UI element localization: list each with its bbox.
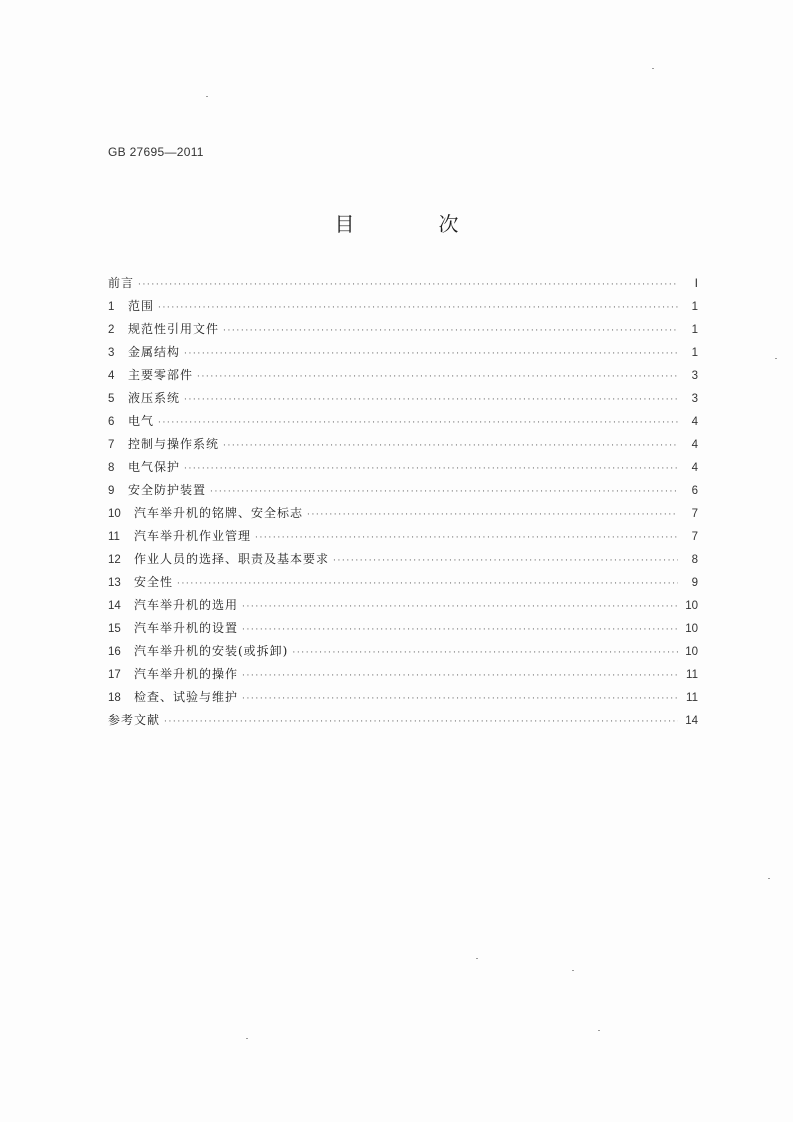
toc-entry-label: 规范性引用文件: [128, 322, 220, 336]
toc-entry-number: 13: [108, 577, 121, 589]
toc-entry-number: 5: [108, 393, 115, 405]
toc-entry-11[interactable]: [108, 525, 698, 548]
toc-entry-page: 11: [686, 692, 698, 704]
toc-leader-dots: [158, 412, 678, 435]
toc-entry-label: 检查、试验与维护: [134, 690, 239, 704]
toc-entry-page: 7: [691, 508, 698, 520]
toc-entry-label: 汽车举升机的设置: [134, 621, 239, 635]
toc-entry-page: 10: [685, 600, 698, 612]
toc-entry-number: 15: [108, 623, 121, 635]
toc-entry-number: 3: [108, 347, 115, 359]
toc-entry-page: 9: [691, 577, 698, 589]
toc-entry-page: 1: [691, 347, 698, 359]
toc-entry-label: 范围: [128, 299, 155, 313]
toc-entry-7[interactable]: [108, 433, 698, 456]
toc-entry-number: 2: [108, 324, 115, 336]
toc-leader-dots: [242, 688, 678, 711]
toc-entry-page: 7: [691, 531, 698, 543]
toc-entry-10[interactable]: [108, 502, 698, 525]
scan-speck: [598, 1030, 600, 1031]
toc-entry-page: 3: [691, 370, 698, 382]
toc-leader-dots: [138, 274, 678, 297]
toc-entry-page: 14: [685, 715, 698, 727]
toc-entry-14[interactable]: [108, 594, 698, 617]
toc-leader-dots: [255, 527, 678, 550]
toc-entry-label: 液压系统: [128, 391, 181, 405]
toc-entry-number: 4: [108, 370, 115, 382]
toc-entry-number: 9: [108, 485, 115, 497]
toc-entry-page: 6: [691, 485, 698, 497]
toc-entry-foreword[interactable]: [108, 272, 698, 295]
toc-leader-dots: [210, 481, 678, 504]
toc-leader-dots: [184, 343, 678, 366]
toc-entry-9[interactable]: [108, 479, 698, 502]
scan-speck: [206, 96, 208, 97]
scan-speck: [476, 958, 478, 959]
toc-entry-8[interactable]: [108, 456, 698, 479]
toc-entry-label: 汽车举升机的安装(或拆卸): [134, 644, 289, 658]
toc-entry-number: 17: [108, 669, 121, 681]
scan-speck: [768, 878, 770, 879]
scan-speck: [652, 68, 654, 69]
toc-entry-label: 汽车举升机作业管理: [134, 529, 252, 543]
toc-leader-dots: [184, 458, 678, 481]
toc-leader-dots: [242, 665, 678, 688]
toc-entry-15[interactable]: [108, 617, 698, 640]
toc-entry-label: 安全性: [134, 575, 174, 589]
toc-entry-12[interactable]: [108, 548, 698, 571]
toc-entry-page: 4: [691, 462, 698, 474]
toc-leader-dots: [164, 711, 678, 734]
toc-entry-page: 8: [691, 554, 698, 566]
toc-leader-dots: [184, 389, 678, 412]
scan-speck: [572, 970, 574, 971]
toc-entry-4[interactable]: [108, 364, 698, 387]
toc-entry-number: 6: [108, 416, 115, 428]
toc-entry-label: 金属结构: [128, 345, 181, 359]
toc-entry-number: 10: [108, 508, 121, 520]
toc-leader-dots: [333, 550, 678, 573]
document-code: GB 27695—2011: [108, 145, 204, 159]
toc-entry-16[interactable]: [108, 640, 698, 663]
toc-leader-dots: [307, 504, 678, 527]
toc-entry-1[interactable]: [108, 295, 698, 318]
toc-entry-label: 主要零部件: [128, 368, 194, 382]
toc-entry-13[interactable]: [108, 571, 698, 594]
toc-entry-6[interactable]: [108, 410, 698, 433]
toc-title: 目 次: [334, 212, 491, 236]
toc-entry-page: 1: [691, 324, 698, 336]
toc-entry-number: 11: [108, 531, 120, 543]
toc-leader-dots: [242, 619, 678, 642]
toc-entry-2[interactable]: [108, 318, 698, 341]
toc-entry-page: Ⅰ: [694, 278, 698, 290]
table-of-contents: [108, 272, 698, 732]
toc-entry-label: 电气: [128, 414, 155, 428]
toc-entry-page: 10: [685, 646, 698, 658]
toc-entry-number: 1: [108, 301, 115, 313]
toc-entry-number: 14: [108, 600, 121, 612]
toc-entry-18[interactable]: [108, 686, 698, 709]
toc-entry-label: 安全防护装置: [128, 483, 207, 497]
toc-entry-label: 控制与操作系统: [128, 437, 220, 451]
toc-leader-dots: [223, 320, 678, 343]
toc-entry-number: 12: [108, 554, 121, 566]
toc-entry-label: 汽车举升机的操作: [134, 667, 239, 681]
toc-leader-dots: [177, 573, 678, 596]
toc-leader-dots: [242, 596, 678, 619]
toc-entry-number: 18: [108, 692, 121, 704]
toc-entry-label: 前言: [108, 276, 135, 290]
toc-entry-page: 4: [691, 439, 698, 451]
toc-entry-label: 作业人员的选择、职责及基本要求: [134, 552, 330, 566]
toc-entry-label: 汽车举升机的选用: [134, 598, 239, 612]
toc-entry-3[interactable]: [108, 341, 698, 364]
toc-leader-dots: [223, 435, 678, 458]
toc-entry-number: 7: [108, 439, 115, 451]
scan-speck: [775, 358, 777, 359]
toc-entry-bibliography[interactable]: [108, 709, 698, 732]
toc-entry-page: 1: [691, 301, 698, 313]
toc-entry-label: 参考文献: [108, 713, 161, 727]
toc-entry-label: 电气保护: [128, 460, 181, 474]
toc-leader-dots: [292, 642, 678, 665]
scan-speck: [246, 1038, 248, 1039]
toc-entry-label: 汽车举升机的铭牌、安全标志: [134, 506, 304, 520]
toc-entry-number: 8: [108, 462, 115, 474]
toc-entry-page: 11: [686, 669, 698, 681]
toc-entry-page: 3: [691, 393, 698, 405]
toc-entry-page: 10: [685, 623, 698, 635]
toc-entry-5[interactable]: [108, 387, 698, 410]
toc-entry-17[interactable]: [108, 663, 698, 686]
toc-entry-page: 4: [691, 416, 698, 428]
toc-leader-dots: [197, 366, 678, 389]
toc-entry-number: 16: [108, 646, 121, 658]
toc-leader-dots: [158, 297, 678, 320]
